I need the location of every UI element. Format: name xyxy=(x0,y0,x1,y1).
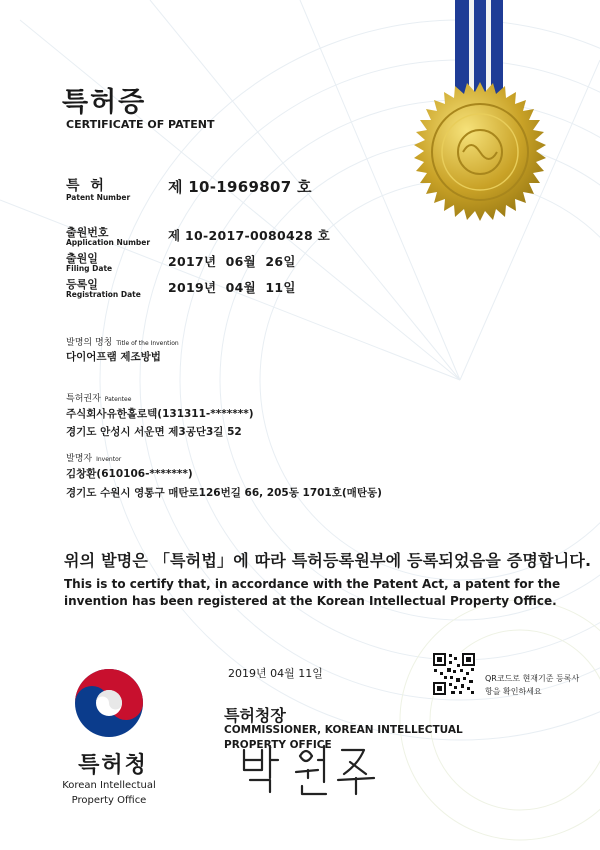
certification-text-en: This is to certify that, in accordance with the Patent Act, a patent for the invention has been registered at the Korean Intellectual Property Office. xyxy=(64,577,561,608)
commissioner-title-en: COMMISSIONER, KOREAN INTELLECTUAL PROPERTY OFFICE xyxy=(224,724,463,751)
patentee-label-en: Patentee xyxy=(104,396,132,403)
application-number-value: 제 10-2017-0080428 호 xyxy=(168,228,330,243)
inventor-label-ko: 발명자 xyxy=(66,454,93,464)
handwritten-signature xyxy=(238,738,388,800)
patent-number-label: 특 허 xyxy=(66,178,107,194)
qr-code-icon[interactable] xyxy=(432,652,476,696)
certification-text-ko: 위의 발명은 「특허법」에 따라 특허등록원부에 등록되었음을 증명합니다. xyxy=(64,551,592,570)
registration-date-value: 2019년 04월 11일 xyxy=(168,280,296,295)
invention-title-label xyxy=(66,335,179,348)
inventor-name: 김창환(610106-*******) xyxy=(66,468,193,480)
inventor-label xyxy=(66,451,121,464)
inventor-address: 경기도 수원시 영통구 매탄로126번길 66, 205동 1701호(매탄동) xyxy=(66,487,382,499)
commissioner-title-ko: 특허청장 xyxy=(224,706,286,725)
office-name-en: Korean Intellectual Property Office xyxy=(62,780,156,806)
patentee-label xyxy=(66,391,131,404)
invention-title-value: 다이어프램 제조방법 xyxy=(66,351,161,363)
qr-instruction-text: QR코드로 현재기준 등록사항을 확인하세요 xyxy=(485,674,580,696)
patentee-name: 주식회사유한홀로텍(131311-*******) xyxy=(66,408,254,420)
filing-date-value: 2017년 06월 26일 xyxy=(168,254,296,269)
patentee-label-ko: 특허권자 xyxy=(66,394,101,404)
filing-date-label-en: Filing Date xyxy=(66,264,113,273)
page-subtitle: CERTIFICATE OF PATENT xyxy=(66,118,215,131)
issue-date: 2019년 04월 11일 xyxy=(228,667,323,680)
invention-title-label-en: Title of the Invention xyxy=(116,340,179,347)
invention-title-label-ko: 발명의 명칭 xyxy=(66,338,113,348)
office-name-ko: 특허청 xyxy=(78,753,148,778)
page-title: 특허증 xyxy=(62,87,147,118)
gold-seal-icon xyxy=(405,80,555,230)
patent-number-label-en: Patent Number xyxy=(66,193,131,202)
inventor-label-en: Inventor xyxy=(96,456,122,463)
kipo-logo-icon xyxy=(70,664,148,742)
patentee-address: 경기도 안성시 서운면 제3공단3길 52 xyxy=(66,426,242,438)
application-number-label: 출원번호 xyxy=(66,226,109,239)
registration-date-label-en: Registration Date xyxy=(66,290,141,299)
filing-date-label: 출원일 xyxy=(66,252,98,265)
patent-number-value: 제 10-1969807 호 xyxy=(168,178,312,196)
application-number-label-en: Application Number xyxy=(66,238,151,247)
registration-date-label: 등록일 xyxy=(66,278,98,291)
